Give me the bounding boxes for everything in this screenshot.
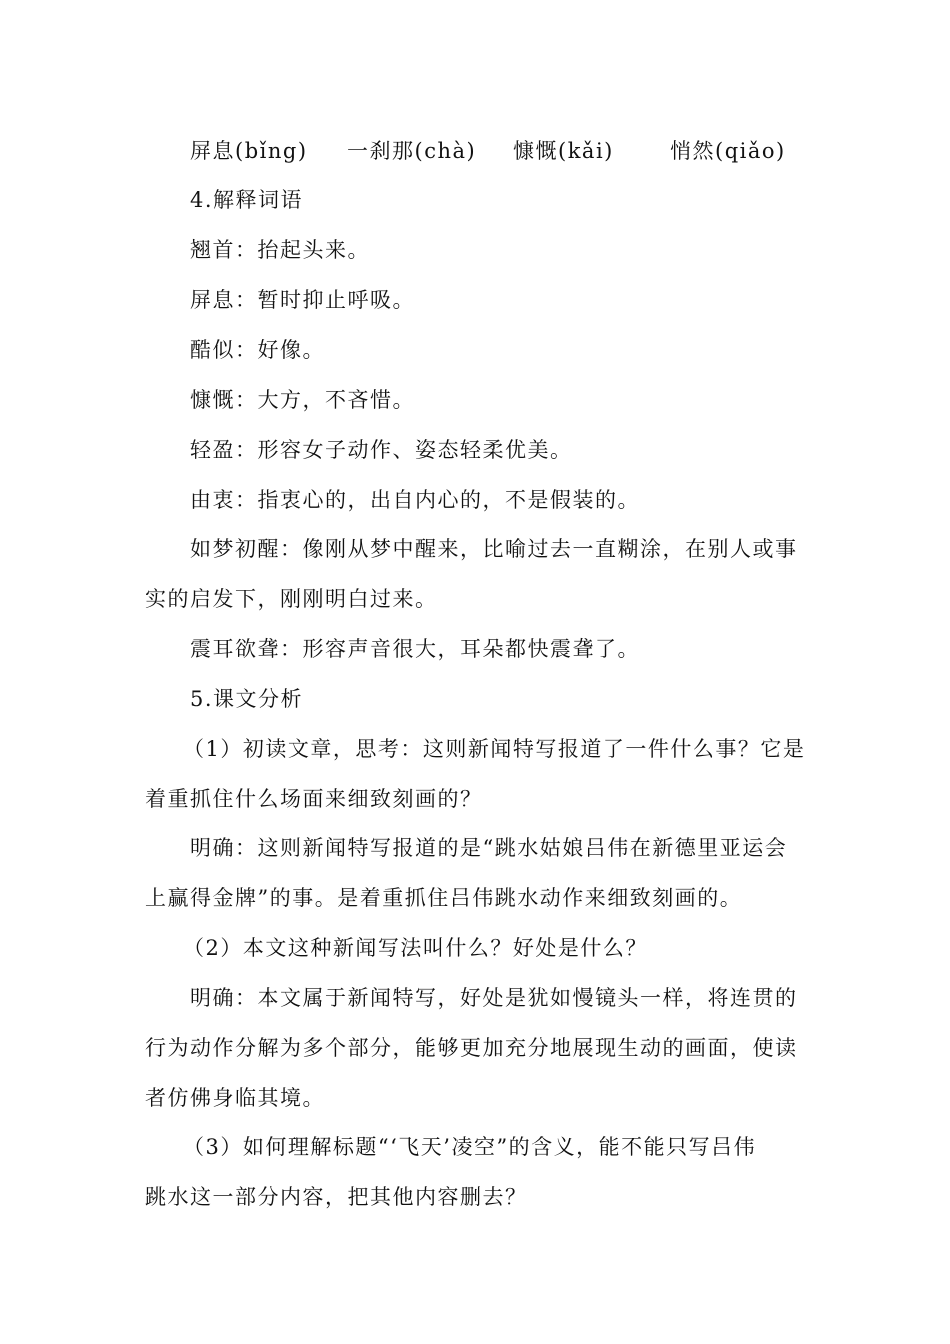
- definition-line-continued: 实的启发下，刚刚明白过来。: [145, 587, 438, 611]
- definition-line: 由衷：指衷心的，出自内心的，不是假装的。: [190, 488, 640, 512]
- pinyin-row: [190, 136, 815, 166]
- answer-line: 明确：本文属于新闻特写，好处是犹如慢镜头一样，将连贯的: [190, 986, 798, 1010]
- pinyin-item: 一刹那(chà): [347, 139, 477, 163]
- definition-line: 震耳欲聋：形容声音很大，耳朵都快震聋了。: [190, 637, 640, 661]
- pinyin-item: 悄然(qiǎo): [670, 139, 786, 163]
- definition-line: 酷似：好像。: [190, 338, 325, 362]
- question-line-continued: 跳水这一部分内容，把其他内容删去？: [145, 1185, 528, 1209]
- question-line: （1）初读文章，思考：这则新闻特写报道了一件什么事？它是: [183, 737, 806, 761]
- definition-line: 如梦初醒：像刚从梦中醒来，比喻过去一直糊涂，在别人或事: [190, 537, 798, 561]
- section-heading: 5.课文分析: [190, 687, 304, 711]
- answer-line-continued: 上赢得金牌”的事。是着重抓住吕伟跳水动作来细致刻画的。: [145, 886, 743, 910]
- pinyin-item: 慷慨(kǎi): [513, 139, 614, 163]
- answer-line-continued: 者仿佛身临其境。: [145, 1086, 325, 1110]
- answer-line: 明确：这则新闻特写报道的是“跳水姑娘吕伟在新德里亚运会: [190, 836, 788, 860]
- question-line: （3）如何理解标题“‘飞天’凌空”的含义，能不能只写吕伟: [183, 1135, 757, 1159]
- definition-line: 慷慨：大方，不吝惜。: [190, 388, 415, 412]
- definition-line: 轻盈：形容女子动作、姿态轻柔优美。: [190, 438, 573, 462]
- definition-line: 屏息：暂时抑止呼吸。: [190, 288, 415, 312]
- answer-line-continued: 行为动作分解为多个部分，能够更加充分地展现生动的画面，使读: [145, 1036, 798, 1060]
- question-line-continued: 着重抓住什么场面来细致刻画的？: [145, 787, 483, 811]
- question-line: （2）本文这种新闻写法叫什么？好处是什么？: [183, 936, 648, 960]
- section-heading: 4.解释词语: [190, 188, 304, 212]
- definition-line: 翘首：抬起头来。: [190, 238, 370, 262]
- pinyin-item: 屏息(bǐng): [190, 139, 308, 163]
